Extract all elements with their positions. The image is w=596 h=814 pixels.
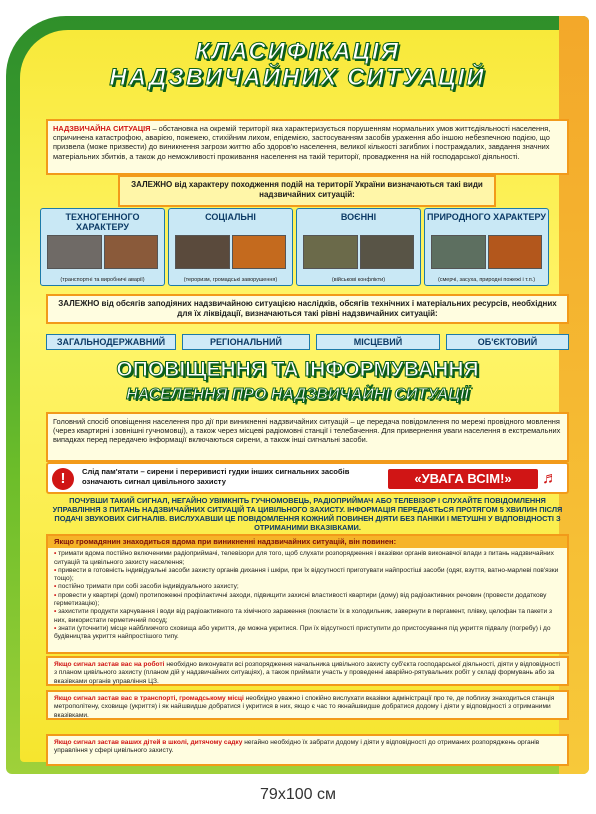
category-social xyxy=(168,208,293,286)
list-item: • привести в готовність індивідуальні засоби захисту органів дихання і шкіри, при їх відсутності приготувати найпростіші засоби (одяг, взуття, ватно-марлеві пов'язки тощо); xyxy=(54,567,561,584)
list-item: • захистити продукти харчування і води від радіоактивного та хімічного зараження (покласти їх в холодильник, завернути в пергамент, плівку, целофан та пакети з них, використати герметичний посуд; xyxy=(54,608,561,625)
category-title: ВОЄННІ xyxy=(340,212,377,222)
level-object: ОБ'ЄКТОВИЙ xyxy=(446,334,569,350)
list-item: • постійно тримати при собі засоби індивідуального захисту; xyxy=(54,583,561,591)
attention-badge: «УВАГА ВСІМ!» xyxy=(388,469,538,489)
main-text: Головний спосіб оповіщення населення про дії при виникненні надзвичайних ситуацій – це передача повідомлення по мережі провідного мовлення (через квартирні і зовнішні гучномовці), а також через місцеві радіомовні станції і телебачення. Для привернення уваги населення в екстремальних випадках перед передачею інформації включаються сирени, а також інші сигнальні засоби. xyxy=(46,412,569,462)
school-section xyxy=(46,734,569,766)
level-regional: РЕГІОНАЛЬНИЙ xyxy=(182,334,310,350)
warning-text: Слід пам'ятати – сирени і переривисті гудки інших сигнальних засобів означають сигнал цивільного захисту xyxy=(82,467,350,486)
instruction-text: ПОЧУВШИ ТАКИЙ СИГНАЛ, НЕГАЙНО УВІМКНІТЬ ГУЧНОМОВЕЦЬ, РАДІОПРИЙМАЧ АБО ТЕЛЕВІЗОР І СЛУХАЙТЕ ПОВІДОМЛЕННЯ УПРАВЛІННЯ З ПИТАНЬ НАДЗВИЧАЙНИХ СИТУАЦІЙ ТА ЦИВІЛЬНОГО ЗАХИСТУ. ІНФОРМАЦІЯ ПЕРЕДАЄТЬСЯ ПРОТЯГОМ 5 ХВИЛИН ПІСЛЯ ПОДАЧІ ЗВУКОВИХ СИГНАЛІВ. ВИСЛУХАВШИ ЦЕ ПОВІДОМЛЕННЯ КОЖНИЙ ПОВИНЕН ДІЯТИ БЕЗ ПАНІКИ І МЕТУШНІ У ВІДПОВІДНОСТІ З ОТРИМАНИМИ ВКАЗІВКАМИ. xyxy=(52,496,563,532)
category-title: ПРИРОДНОГО ХАРАКТЕРУ xyxy=(426,212,547,222)
category-title: СОЦІАЛЬНІ xyxy=(205,212,256,222)
home-heading: Якщо громадянин знаходиться вдома при виникненні надзвичайних ситуацій, він повинен: xyxy=(48,536,567,548)
category-caption: (тероризм, громадські заворушення) xyxy=(183,277,278,283)
exclamation-icon: ! xyxy=(52,468,74,490)
title-line-2: НАДЗВИЧАЙНИХ СИТУАЦІЙ xyxy=(109,64,486,91)
category-title: ТЕХНОГЕННОГО ХАРАКТЕРУ xyxy=(65,212,140,232)
work-lead: Якщо сигнал застав вас на роботі xyxy=(54,661,165,668)
list-item: • провести у квартирі (домі) протипожежні профілактичні заходи, підвищити захисні властивості квартири (дому) від радіоактивних речовин (провести додаткову герметизацію); xyxy=(54,592,561,609)
category-military xyxy=(296,208,421,286)
level-national: ЗАГАЛЬНОДЕРЖАВНИЙ xyxy=(46,334,176,350)
level-local: МІСЦЕВИЙ xyxy=(316,334,440,350)
category-natural xyxy=(424,208,549,286)
section-heading-2: НАСЕЛЕННЯ ПРО НАДЗВИЧАЙНІ СИТУАЦІЇ xyxy=(126,386,469,403)
definition-box xyxy=(46,119,569,175)
school-lead: Якщо сигнал застав ваших дітей в школі, дитячому садку xyxy=(54,739,243,746)
scale-text: ЗАЛЕЖНО від обсягів заподіяних надзвичайною ситуацією наслідків, обсягів технічних і матеріальних ресурсів, необхідних для їх ліквідації, визначаються такі рівні надзвичайних ситуацій: xyxy=(46,294,569,324)
origin-text: ЗАЛЕЖНО від характеру походження подій на території України визначаються такі види надзвичайних ситуацій: xyxy=(118,175,496,207)
category-technogenic xyxy=(40,208,165,286)
transport-lead: Якщо сигнал застав вас в транспорті, громадському місці xyxy=(54,695,244,702)
definition-term: НАДЗВИЧАЙНА СИТУАЦІЯ xyxy=(53,124,151,133)
home-section xyxy=(46,534,569,654)
list-item: • знати (уточнити) місце найближчого сховища або укриття, де можна укритися. При їх відсутності приступити до пристосування під укриття підвалу (погребу) і до будівництва укриття найпростішого типу. xyxy=(54,625,561,642)
transport-text: необхідно уважно і спокійно вислухати вказівки адміністрації про те, де поблизу знаходиться станція метрополітену, сховище (укриття) і як найшвидше добратися і укритися в них, якщо є час то якнайшвидше добратися додому і діяти у відповідності з отриманими вказівками. xyxy=(54,695,555,719)
list-item: • тримати вдома постійно включеними радіоприймачі, телевізори для того, щоб слухати розпорядження і вказівки органів виконавчої влади з питань надзвичайних ситуацій та цивільного захисту населення; xyxy=(54,550,561,567)
definition-text: – обстановка на окремій території яка характеризується порушенням нормальних умов життєдіяльності населення, спричинена катастрофою, аварією, пожежею, стихійним лихом, епідемією, застосуванням засобів ураження або іншою небезпечною подією, що призвела (може призвести) до виникнення загрози життю або здоров'ю населення, великої кількості загиблих і постраждалих, завдання значних матеріальних збитків, а також до неможливості проживання населення на такій території, провадження на ній господарської діяльності. xyxy=(53,124,551,161)
warning-bar xyxy=(46,462,569,494)
home-list xyxy=(54,550,561,641)
title-line-1: КЛАСИФІКАЦІЯ xyxy=(194,38,401,65)
transport-section xyxy=(46,690,569,720)
category-caption: (військові конфлікти) xyxy=(331,277,386,283)
school-text: негайно необхідно їх забрати додому і діяти у відповідності до отриманих розпоряджень органів управління у сфері цивільного захисту. xyxy=(54,739,540,755)
category-photos xyxy=(303,235,414,269)
work-section xyxy=(46,656,569,686)
poster xyxy=(6,16,589,774)
section-heading-1: ОПОВІЩЕННЯ ТА ІНФОРМУВАННЯ xyxy=(116,358,479,381)
category-photos xyxy=(47,235,158,269)
category-caption: (смерчі, засуха, природні пожежі і т.п.) xyxy=(437,277,536,283)
size-label: 79x100 см xyxy=(260,786,336,803)
siren-icon: ♬ xyxy=(542,470,558,487)
category-photos xyxy=(431,235,542,269)
category-photos xyxy=(175,235,286,269)
work-text: необхідно виконувати всі розпорядження начальника цивільного захисту суб'єкта господарської діяльності, діяти у відповідності з планом цивільного захисту (планом дій у надзвичайних ситуаціях), а також приймати участь у проведенні аварійно-рятувальних робіт у складі формувань або за вказівками органів управління ЦЗ. xyxy=(54,661,560,685)
category-caption: (транспортні та виробничі аварії) xyxy=(60,277,145,283)
